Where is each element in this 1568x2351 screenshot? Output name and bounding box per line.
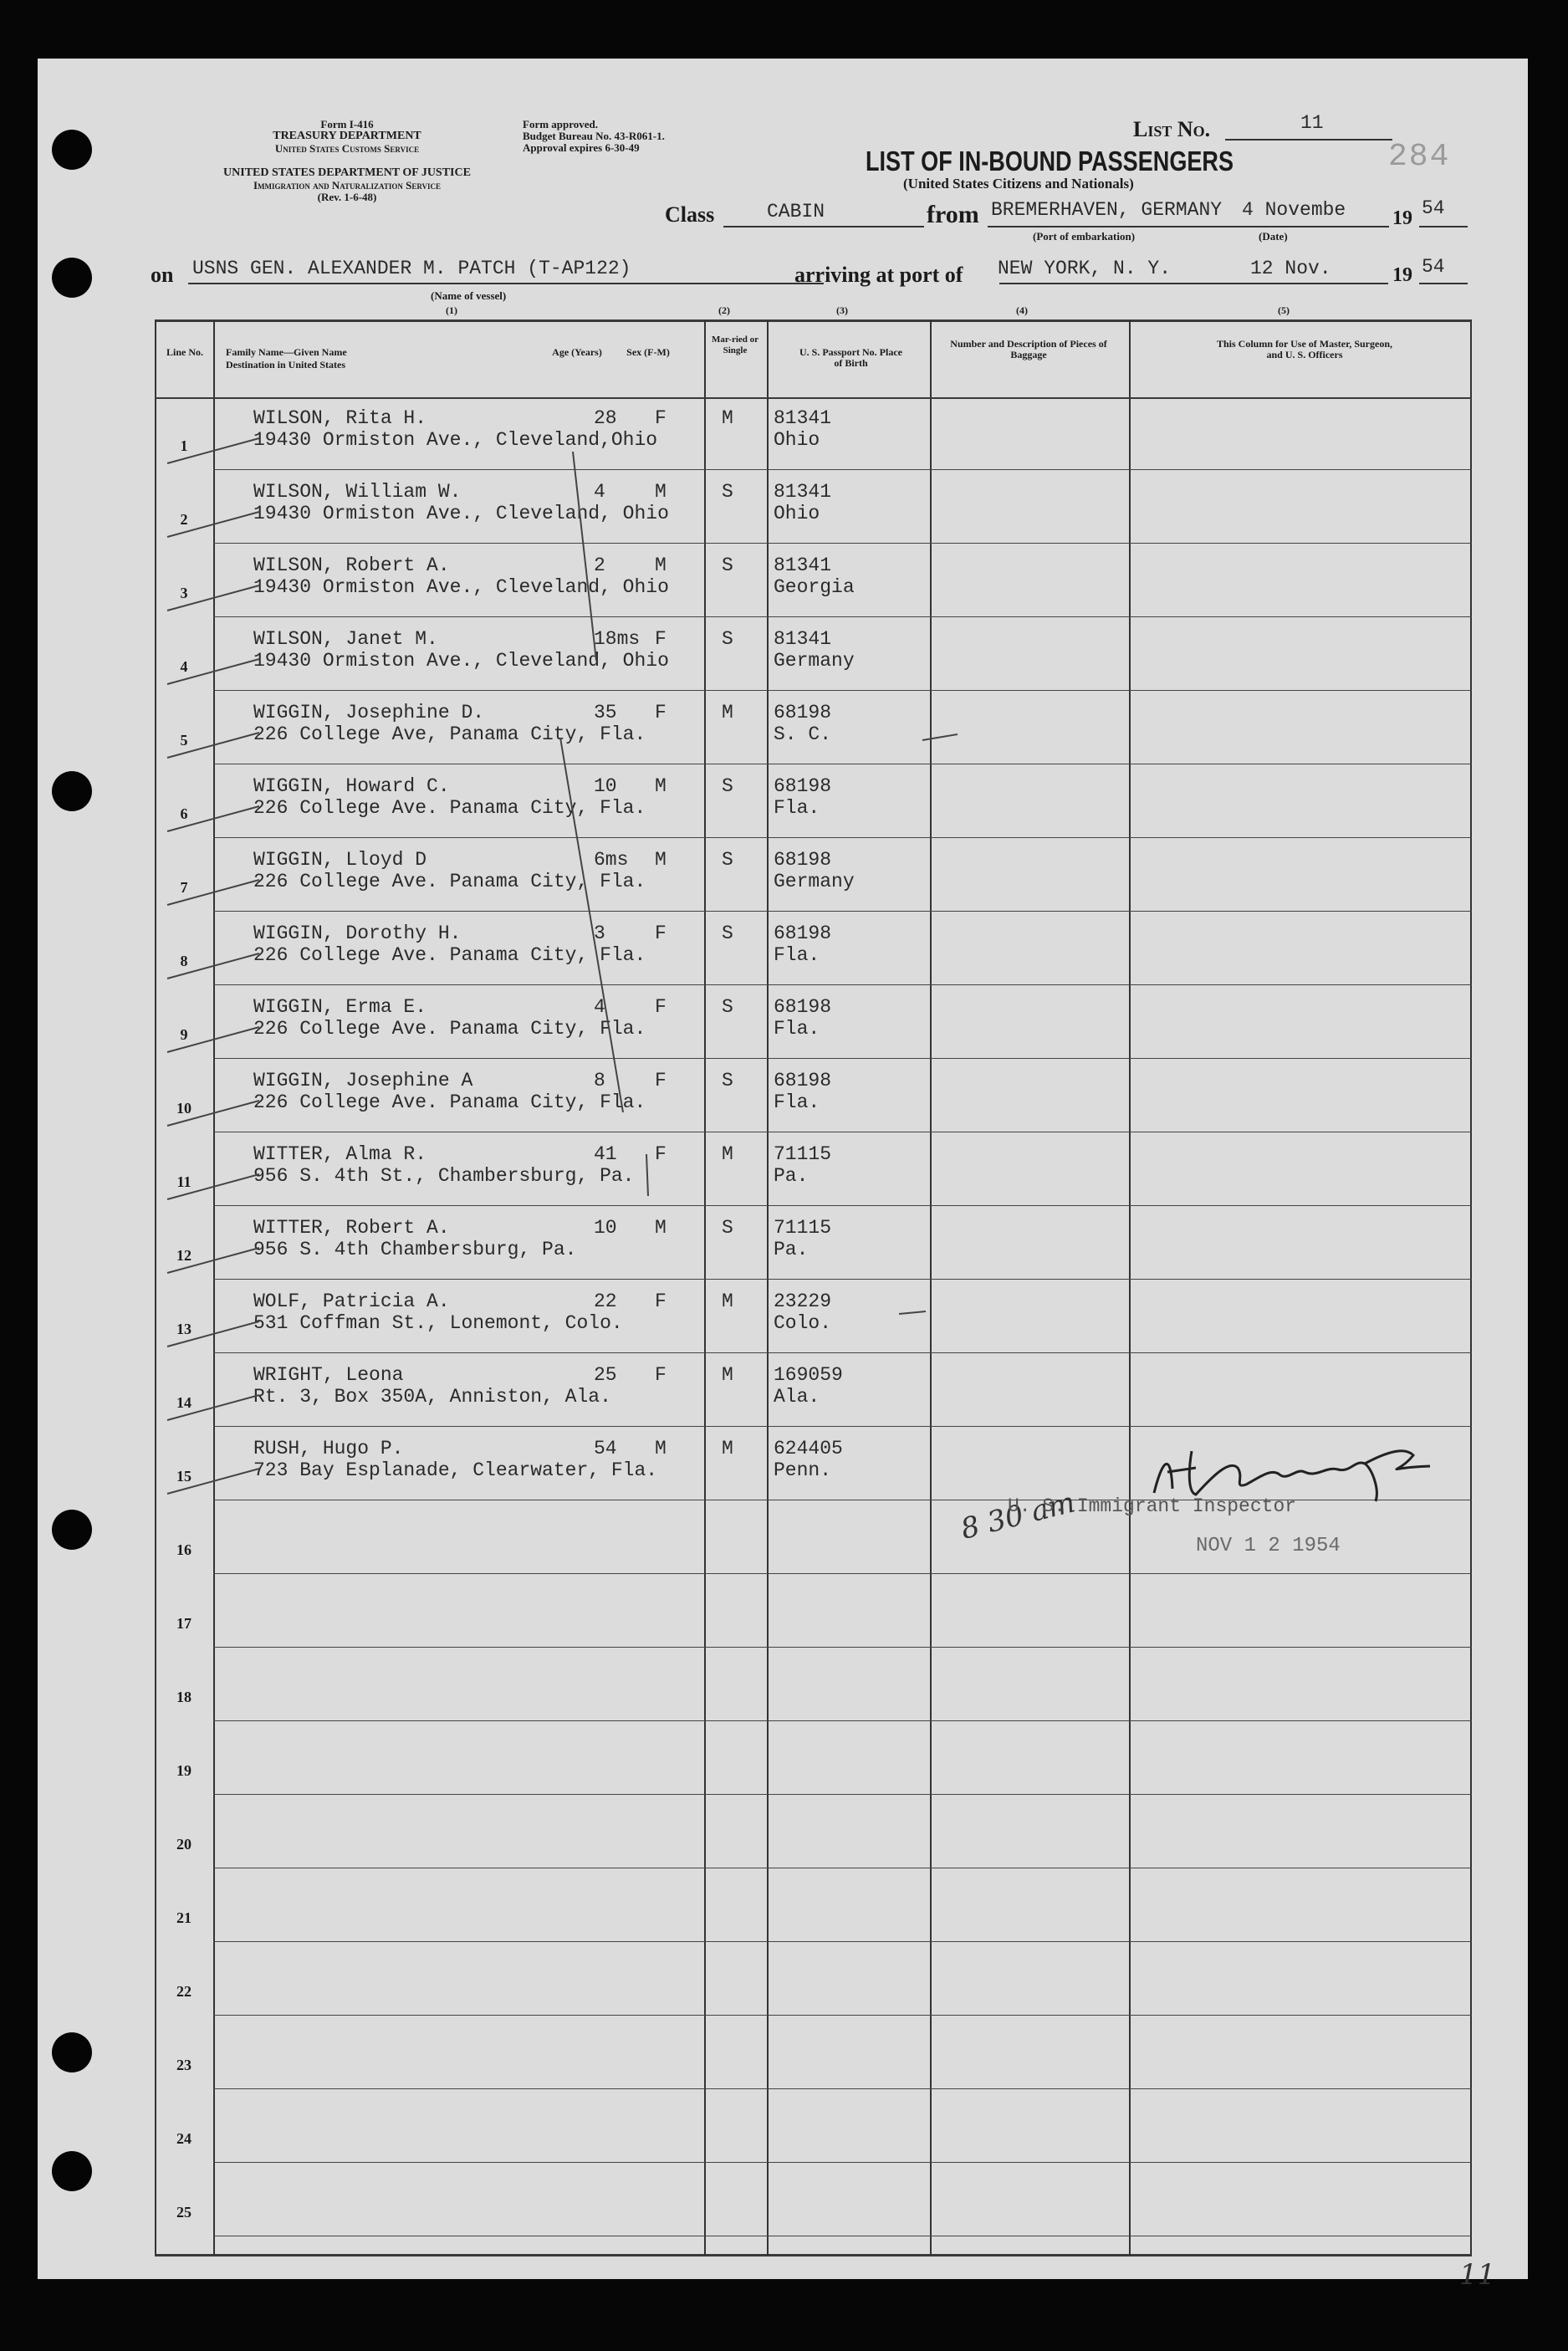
line-number: 2 xyxy=(180,511,188,528)
destination-address: 19430 Ormiston Ave., Cleveland, Ohio xyxy=(253,503,669,524)
marital-status: S xyxy=(722,996,733,1018)
destination-address: 226 College Ave. Panama City, Fla. xyxy=(253,871,646,892)
marital-status: S xyxy=(722,775,733,797)
age: 3 xyxy=(594,923,605,944)
line-number: 4 xyxy=(180,658,188,675)
sex: M xyxy=(655,481,667,503)
sex: M xyxy=(655,1438,667,1459)
age: 10 xyxy=(594,775,617,797)
col-number-4: (4) xyxy=(1016,304,1028,316)
marital-status: M xyxy=(722,1143,733,1165)
line-number: 24 xyxy=(176,2130,192,2147)
marital-status: M xyxy=(722,702,733,723)
destination-address: 226 College Ave. Panama City, Fla. xyxy=(253,944,646,966)
passenger-name: WILSON, William W. xyxy=(253,481,462,503)
age: 54 xyxy=(594,1438,617,1459)
line-number: 14 xyxy=(176,1394,192,1411)
sex: F xyxy=(655,1143,667,1165)
passport-number: 71115 xyxy=(774,1143,832,1165)
destination-address: 19430 Ormiston Ave., Cleveland,Ohio xyxy=(253,429,658,451)
vessel-caption: (Name of vessel) xyxy=(431,289,507,302)
passenger-name: RUSH, Hugo P. xyxy=(253,1438,404,1459)
col-number-1: (1) xyxy=(446,304,457,316)
form-revision: (Rev. 1-6-48) xyxy=(317,191,377,203)
age: 10 xyxy=(594,1217,617,1239)
passport-number: 624405 xyxy=(774,1438,843,1459)
sex: F xyxy=(655,1290,667,1312)
destination-address: 226 College Ave, Panama City, Fla. xyxy=(253,723,646,745)
place-of-birth: Germany xyxy=(774,871,855,892)
place-of-birth: Fla. xyxy=(774,1018,820,1040)
passenger-name: WILSON, Janet M. xyxy=(253,628,438,650)
treasury-department: TREASURY DEPARTMENT xyxy=(273,130,421,142)
passport-number: 68198 xyxy=(774,996,832,1018)
marital-status: S xyxy=(722,555,733,576)
passenger-name: WRIGHT, Leona xyxy=(253,1364,404,1386)
passenger-name: WOLF, Patricia A. xyxy=(253,1290,450,1312)
passenger-name: WITTER, Robert A. xyxy=(253,1217,450,1239)
line-number: 3 xyxy=(180,585,188,601)
arrival-year-prefix: 19 xyxy=(1392,264,1412,286)
binder-hole xyxy=(52,130,92,170)
line-number: 21 xyxy=(176,1909,192,1926)
line-number: 16 xyxy=(176,1541,192,1558)
department-of-justice: UNITED STATES DEPARTMENT OF JUSTICE xyxy=(223,166,471,179)
marital-status: S xyxy=(722,628,733,650)
line-number: 7 xyxy=(180,879,188,896)
age: 22 xyxy=(594,1290,617,1312)
passport-number: 68198 xyxy=(774,775,832,797)
passenger-name: WIGGIN, Dorothy H. xyxy=(253,923,462,944)
passenger-name: WIGGIN, Josephine A xyxy=(253,1070,473,1091)
place-of-birth: Ohio xyxy=(774,503,820,524)
page-stamp: 284 xyxy=(1388,139,1451,175)
place-of-birth: Georgia xyxy=(774,576,855,598)
header-line-no: Line No. xyxy=(166,346,203,358)
passport-number: 68198 xyxy=(774,702,832,723)
line-number: 15 xyxy=(176,1468,192,1485)
approval-expires: Approval expires 6-30-49 xyxy=(523,141,640,154)
age: 35 xyxy=(594,702,617,723)
binder-hole xyxy=(52,1510,92,1550)
year-prefix: 19 xyxy=(1392,207,1412,229)
destination-address: 19430 Ormiston Ave., Cleveland, Ohio xyxy=(253,576,669,598)
vessel-name: USNS GEN. ALEXANDER M. PATCH (T-AP122) xyxy=(192,258,631,279)
place-of-birth: Fla. xyxy=(774,944,820,966)
sex: F xyxy=(655,996,667,1018)
line-number: 12 xyxy=(176,1247,192,1264)
tally-marks xyxy=(38,59,1528,2279)
place-of-birth: Penn. xyxy=(774,1459,832,1481)
list-no-label: List No. xyxy=(1133,117,1211,141)
age: 28 xyxy=(594,407,617,429)
passport-number: 68198 xyxy=(774,923,832,944)
sex: F xyxy=(655,407,667,429)
destination-address: 19430 Ormiston Ave., Cleveland, Ohio xyxy=(253,650,669,672)
marital-status: M xyxy=(722,1438,733,1459)
header-passport: U. S. Passport No. Place of Birth xyxy=(799,346,902,369)
departure-date: 4 Novembe xyxy=(1242,199,1346,221)
age: 4 xyxy=(594,481,605,503)
place-of-birth: Pa. xyxy=(774,1165,809,1187)
arrival-date: 12 Nov. xyxy=(1250,258,1331,279)
line-number: 8 xyxy=(180,953,188,969)
class-value: CABIN xyxy=(767,201,825,222)
class-label: Class xyxy=(665,202,715,227)
passenger-name: WIGGIN, Josephine D. xyxy=(253,702,485,723)
arriving-label: arriving at port of xyxy=(794,263,963,287)
col-number-5: (5) xyxy=(1278,304,1290,316)
age: 18ms xyxy=(594,628,641,650)
age: 6ms xyxy=(594,849,629,871)
line-number: 17 xyxy=(176,1615,192,1632)
place-of-birth: Ohio xyxy=(774,429,820,451)
sex: M xyxy=(655,555,667,576)
customs-service: United States Customs Service xyxy=(274,142,420,155)
header-baggage: Number and Description of Pieces of Baggage xyxy=(950,338,1107,360)
passenger-name: WITTER, Alma R. xyxy=(253,1143,427,1165)
sex: F xyxy=(655,1364,667,1386)
arrival-year: 54 xyxy=(1422,256,1445,278)
line-number: 1 xyxy=(180,437,188,454)
line-number: 19 xyxy=(176,1762,192,1779)
destination-address: 723 Bay Esplanade, Clearwater, Fla. xyxy=(253,1459,658,1481)
header-married-single: Mar-ried or Single xyxy=(711,335,759,355)
immigration-service: Immigration and Naturalization Service xyxy=(253,179,442,192)
passport-number: 81341 xyxy=(774,481,832,503)
binder-hole xyxy=(52,258,92,298)
header-age: Age (Years) xyxy=(552,346,602,358)
marital-status: S xyxy=(722,1070,733,1091)
destination-address: Rt. 3, Box 350A, Anniston, Ala. xyxy=(253,1386,611,1408)
time-note: 8 30 am xyxy=(958,1485,1079,1546)
place-of-birth: Fla. xyxy=(774,1091,820,1113)
destination-address: 226 College Ave. Panama City, Fla. xyxy=(253,1091,646,1113)
destination-address: 956 S. 4th Chambersburg, Pa. xyxy=(253,1239,577,1260)
marital-status: S xyxy=(722,1217,733,1239)
sex: M xyxy=(655,775,667,797)
place-of-birth: Colo. xyxy=(774,1312,832,1334)
line-number: 22 xyxy=(176,1983,192,2000)
date-caption: (Date) xyxy=(1259,230,1288,243)
embarkation-caption: (Port of embarkation) xyxy=(1033,230,1136,243)
col-number-3: (3) xyxy=(836,304,848,316)
embarkation-port: BREMERHAVEN, GERMANY xyxy=(991,199,1223,221)
passport-number: 68198 xyxy=(774,1070,832,1091)
marital-status: M xyxy=(722,1364,733,1386)
passenger-name: WIGGIN, Lloyd D xyxy=(253,849,427,871)
binder-hole xyxy=(52,771,92,811)
destination-address: 531 Coffman St., Lonemont, Colo. xyxy=(253,1312,623,1334)
passport-number: 169059 xyxy=(774,1364,843,1386)
age: 41 xyxy=(594,1143,617,1165)
passport-number: 71115 xyxy=(774,1217,832,1239)
form-number: Form I-416 xyxy=(320,118,374,130)
sex: F xyxy=(655,702,667,723)
passport-number: 81341 xyxy=(774,407,832,429)
header-destination: Destination in United States xyxy=(226,359,346,371)
age: 4 xyxy=(594,996,605,1018)
line-number: 6 xyxy=(180,805,188,822)
line-number: 13 xyxy=(176,1321,192,1337)
line-number: 18 xyxy=(176,1689,192,1705)
destination-address: 226 College Ave. Panama City, Fla. xyxy=(253,1018,646,1040)
arrival-port: NEW YORK, N. Y. xyxy=(998,258,1172,279)
header-officers: This Column for Use of Master, Surgeon, and U. S. Officers xyxy=(1216,338,1392,360)
marital-status: M xyxy=(722,1290,733,1312)
line-number: 25 xyxy=(176,2204,192,2221)
inspection-date-stamp: NOV 1 2 1954 xyxy=(1196,1535,1341,1557)
destination-address: 956 S. 4th St., Chambersburg, Pa. xyxy=(253,1165,635,1187)
page-title: LIST OF IN-BOUND PASSENGERS xyxy=(866,146,1234,176)
line-number: 9 xyxy=(180,1026,188,1043)
margin-note: 11 xyxy=(1459,2258,1496,2292)
marital-status: S xyxy=(722,481,733,503)
place-of-birth: Fla. xyxy=(774,797,820,819)
marital-status: S xyxy=(722,849,733,871)
passport-number: 81341 xyxy=(774,555,832,576)
passenger-name: WILSON, Robert A. xyxy=(253,555,450,576)
inspector-title: U. S. Immigrant Inspector xyxy=(1008,1495,1297,1517)
list-no-value: 11 xyxy=(1300,112,1324,134)
passenger-name: WIGGIN, Erma E. xyxy=(253,996,427,1018)
manifest-page xyxy=(38,59,1528,2292)
sex: F xyxy=(655,923,667,944)
page-subtitle: (United States Citizens and Nationals) xyxy=(903,176,1134,192)
binder-hole xyxy=(52,2151,92,2191)
line-number: 23 xyxy=(176,2057,192,2073)
place-of-birth: S. C. xyxy=(774,723,832,745)
passenger-name: WILSON, Rita H. xyxy=(253,407,427,429)
passport-number: 23229 xyxy=(774,1290,832,1312)
sex: F xyxy=(655,1070,667,1091)
age: 8 xyxy=(594,1070,605,1091)
age: 2 xyxy=(594,555,605,576)
destination-address: 226 College Ave. Panama City, Fla. xyxy=(253,797,646,819)
sex: M xyxy=(655,1217,667,1239)
place-of-birth: Germany xyxy=(774,650,855,672)
marital-status: M xyxy=(722,407,733,429)
form-approved: Form approved. xyxy=(523,118,599,130)
marital-status: S xyxy=(722,923,733,944)
line-number: 5 xyxy=(180,732,188,749)
sex: F xyxy=(655,628,667,650)
place-of-birth: Pa. xyxy=(774,1239,809,1260)
line-number: 10 xyxy=(176,1100,192,1117)
passenger-name: WIGGIN, Howard C. xyxy=(253,775,450,797)
departure-year: 54 xyxy=(1422,197,1445,219)
from-label: from xyxy=(927,201,979,228)
line-number: 11 xyxy=(176,1173,192,1190)
sex: M xyxy=(655,849,667,871)
col-number-2: (2) xyxy=(718,304,730,316)
age: 25 xyxy=(594,1364,617,1386)
line-number: 20 xyxy=(176,1836,192,1853)
budget-bureau: Budget Bureau No. 43-R061-1. xyxy=(523,130,665,142)
passport-number: 68198 xyxy=(774,849,832,871)
on-label: on xyxy=(151,263,174,287)
passport-number: 81341 xyxy=(774,628,832,650)
binder-hole xyxy=(52,2032,92,2072)
place-of-birth: Ala. xyxy=(774,1386,820,1408)
header-sex: Sex (F-M) xyxy=(626,346,670,358)
header-family-name: Family Name—Given Name xyxy=(226,346,347,358)
